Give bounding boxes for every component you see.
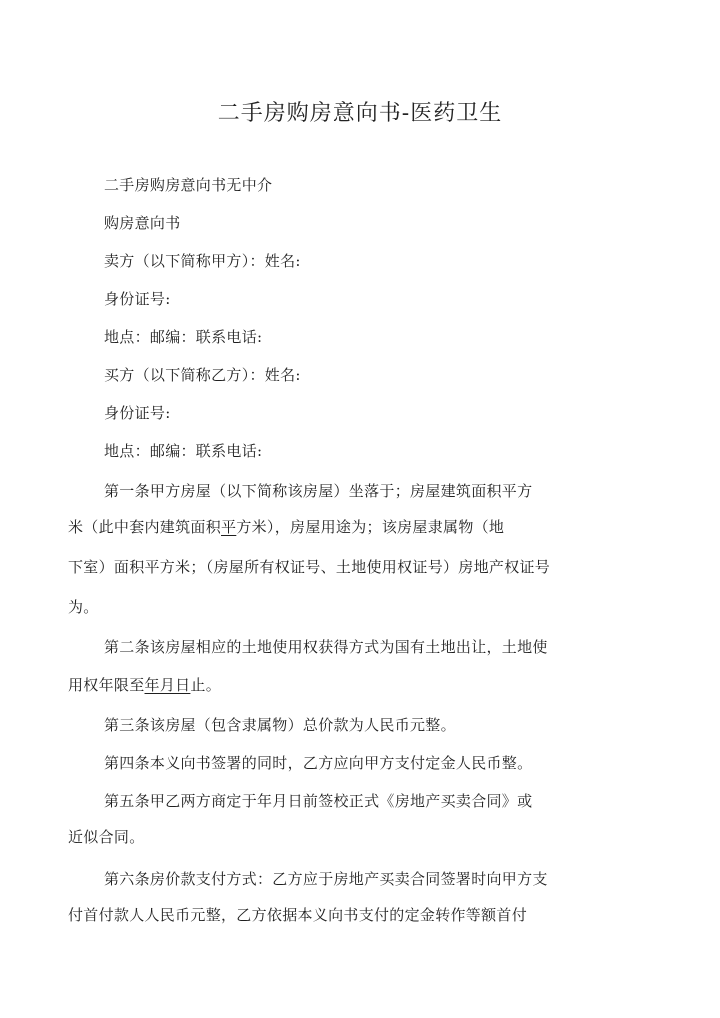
article1-line4: 为。 bbox=[68, 598, 99, 616]
article1-line1: 第一条甲方房屋（以下简称该房屋）坐落于；房屋建筑面积平方 bbox=[104, 482, 533, 500]
article6-line2: 付首付款人人民币元整，乙方依据本义向书支付的定金转作等额首付 bbox=[68, 906, 528, 924]
underlined-text: 平 bbox=[221, 518, 237, 536]
subtitle-line: 二手房购房意向书无中介 bbox=[104, 176, 273, 194]
article2-line1: 第二条该房屋相应的土地使用权获得方式为国有土地出让，土地使 bbox=[104, 638, 548, 656]
article1-line2: 米（此中套内建筑面积平方米），房屋用途为；该房屋隶属物（地 bbox=[68, 518, 505, 536]
article6-line1: 第六条房价款支付方式：乙方应于房地产买卖合同签署时向甲方支 bbox=[104, 870, 548, 888]
heading-line: 购房意向书 bbox=[104, 214, 181, 232]
article3-line: 第三条该房屋（包含隶属物）总价款为人民币元整。 bbox=[104, 716, 456, 734]
buyer-address-line: 地点：邮编：联系电话: bbox=[104, 442, 263, 460]
article5-line1: 第五条甲乙两方商定于年月日前签校正式《房地产买卖合同》或 bbox=[104, 792, 533, 810]
article2-line2: 用权年限至年月日止。 bbox=[68, 676, 222, 694]
document-title: 二手房购房意向书-医药卫生 bbox=[217, 101, 503, 126]
seller-address-line: 地点：邮编：联系电话: bbox=[104, 328, 263, 346]
buyer-name-line: 买方（以下简称乙方）：姓名: bbox=[104, 366, 301, 384]
article5-line2: 近似合同。 bbox=[68, 828, 145, 846]
article4-line: 第四条本义向书签署的同时，乙方应向甲方支付定金人民币整。 bbox=[104, 754, 533, 772]
underlined-text: 年月日 bbox=[144, 676, 191, 694]
buyer-id-line: 身份证号: bbox=[104, 404, 171, 422]
seller-id-line: 身份证号: bbox=[104, 290, 171, 308]
seller-name-line: 卖方（以下简称甲方）：姓名: bbox=[104, 252, 301, 270]
article1-line3: 下室）面积平方米；（房屋所有权证号、土地使用权证号）房地产权证号 bbox=[68, 558, 551, 576]
